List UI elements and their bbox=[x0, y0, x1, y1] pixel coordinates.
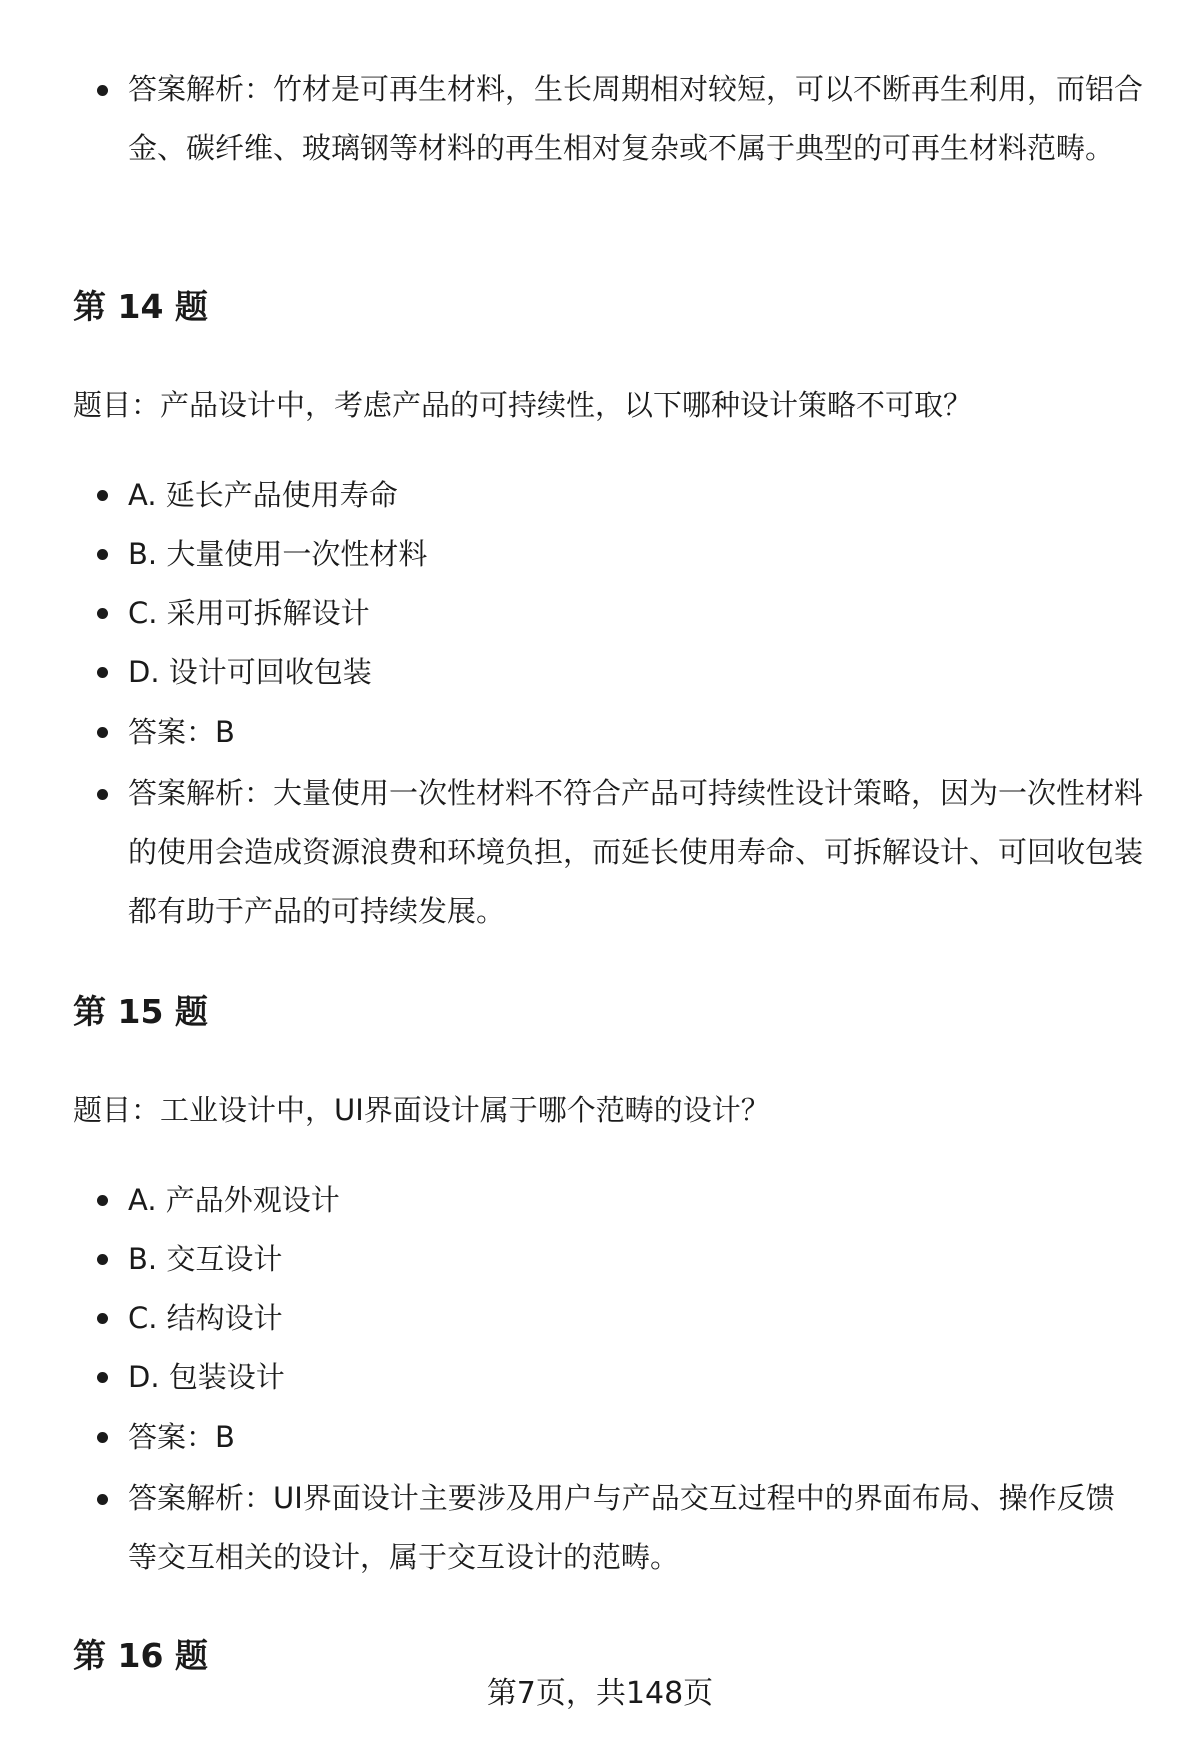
q14-explanation: 答案解析：大量使用一次性材料不符合产品可持续性设计策略，因为一次性材料的使用会造成资源浪费和环境负担，而延长使用寿命、可拆解设计、可回收包装都有助于产品的可持续发展。 bbox=[128, 764, 1143, 941]
q15-option-d: D. 包装设计 bbox=[128, 1355, 285, 1399]
q14-option-b: B. 大量使用一次性材料 bbox=[128, 532, 427, 576]
q16-heading: 第 16 题 bbox=[73, 1636, 208, 1675]
q14-option-c: C. 采用可拆解设计 bbox=[128, 591, 370, 635]
q15-heading: 第 15 题 bbox=[73, 992, 208, 1031]
q14-option-a: A. 延长产品使用寿命 bbox=[128, 473, 398, 517]
q15-option-c: C. 结构设计 bbox=[128, 1296, 283, 1340]
q14-option-d: D. 设计可回收包装 bbox=[128, 650, 372, 694]
q15-option-a: A. 产品外观设计 bbox=[128, 1178, 340, 1222]
page-indicator: 第7页，共148页 bbox=[486, 1676, 714, 1711]
q14-heading: 第 14 题 bbox=[73, 287, 208, 326]
q13-explanation: 答案解析：竹材是可再生材料，生长周期相对较短，可以不断再生利用，而铝合金、碳纤维、玻璃钢等材料的再生相对复杂或不属于典型的可再生材料范畴。 bbox=[128, 60, 1143, 178]
q15-option-b: B. 交互设计 bbox=[128, 1237, 282, 1281]
q15-explanation: 答案解析：UI界面设计主要涉及用户与产品交互过程中的界面布局、操作反馈等交互相关的设计，属于交互设计的范畴。 bbox=[128, 1469, 1143, 1587]
q15-answer: 答案：B bbox=[128, 1415, 235, 1459]
q14-answer: 答案：B bbox=[128, 710, 235, 754]
q14-question: 题目：产品设计中，考虑产品的可持续性，以下哪种设计策略不可取？ bbox=[73, 388, 973, 422]
q15-question: 题目：工业设计中，UI界面设计属于哪个范畴的设计？ bbox=[73, 1093, 770, 1127]
